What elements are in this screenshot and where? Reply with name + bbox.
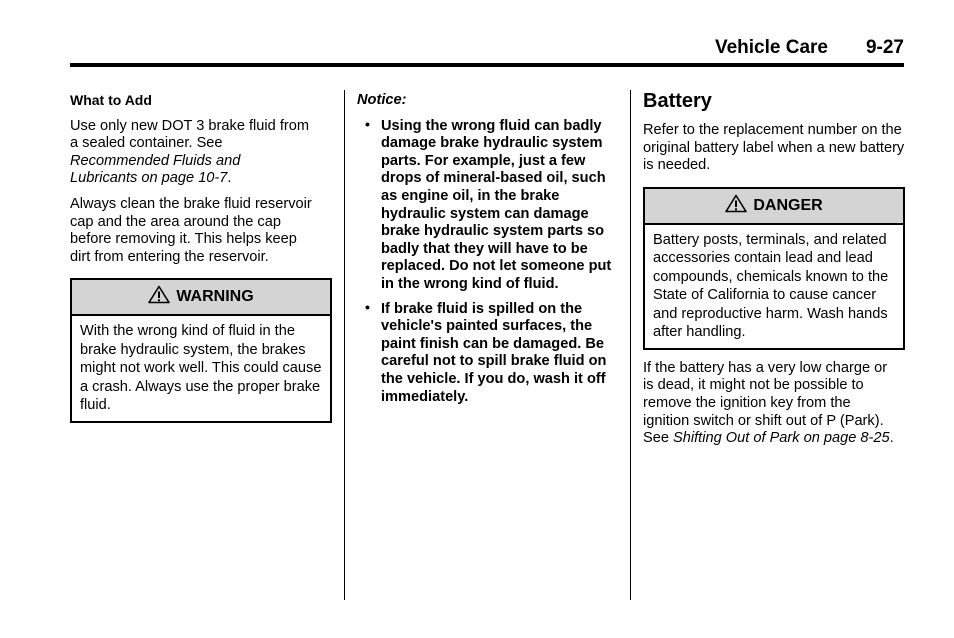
header-rule (70, 63, 904, 67)
notice-item-text: Using the wrong fluid can badly damage brake hydraulic system parts. For example, just a few drops of mineral-based oil, such as engine oil, in the brake hydraulic system can damage brake hydraulic system parts so badly that they will have to be replaced. Do not let someone put in the wrong kind of fluid. (381, 117, 612, 292)
notice-list (357, 115, 615, 407)
danger-body: Battery posts, terminals, and related accessories contain lead and lead compounds, chemicals known to the State of California to cause cancer and reproductive harm. Wash hands after handling. (653, 231, 889, 341)
column-divider-2 (630, 90, 631, 600)
paragraph-clean-cap: Always clean the brake fluid reservoir cap and the area around the cap before removing it. This helps keep dirt from entering the reservoir. (70, 195, 312, 265)
warning-body: With the wrong kind of fluid in the brake hydraulic system, the brakes might not work well. This could cause a crash. Always use the proper brake fluid. (80, 323, 322, 414)
paragraph-text: Use only new DOT 3 brake fluid from a sealed container. See (70, 117, 310, 152)
section-title: Vehicle Care (714, 37, 828, 58)
column-what-to-add (70, 92, 332, 423)
notice-item (357, 298, 615, 407)
subheading-what-to-add: What to Add (70, 92, 152, 108)
danger-box (643, 187, 905, 350)
column-notice (357, 92, 615, 413)
warning-header (72, 280, 330, 316)
notice-item (357, 115, 615, 294)
warning-title: WARNING (176, 288, 254, 306)
cross-reference-fluids[interactable]: Recommended Fluids and Lubricants on page 10-7 (70, 152, 241, 187)
paragraph-text: If the battery has a very low charge or is dead, it might not be possible to remove the ignition key from the ignition switch or shift out of P (Park). See (643, 359, 888, 447)
page-number: 9-27 (865, 37, 904, 58)
alert-triangle-icon (725, 192, 747, 226)
warning-box (70, 278, 332, 423)
notice-item-text: If brake fluid is spilled on the vehicle's painted surfaces, the paint finish can be damaged. Be careful not to spill brake fluid on the vehicle. If you do, wash it off immediately. (381, 300, 607, 405)
bullet-icon: • (365, 298, 370, 315)
paragraph-low-charge (643, 360, 899, 448)
danger-title: DANGER (753, 196, 823, 214)
alert-triangle-icon (148, 283, 170, 317)
cross-reference-shifting[interactable]: Shifting Out of Park on page 8-25 (673, 430, 890, 447)
paragraph-battery-intro: Refer to the replacement number on the original battery label when a new battery is needed. (643, 122, 905, 174)
heading-battery: Battery (643, 90, 712, 112)
paragraph-end: . (227, 170, 232, 187)
paragraph-end: . (889, 430, 894, 447)
paragraph-fluid-type (70, 118, 310, 188)
page-header (70, 37, 904, 63)
column-divider-1 (344, 90, 345, 600)
danger-header (645, 189, 903, 225)
bullet-icon: • (365, 115, 370, 132)
column-battery (643, 92, 905, 456)
notice-title: Notice: (357, 92, 407, 108)
